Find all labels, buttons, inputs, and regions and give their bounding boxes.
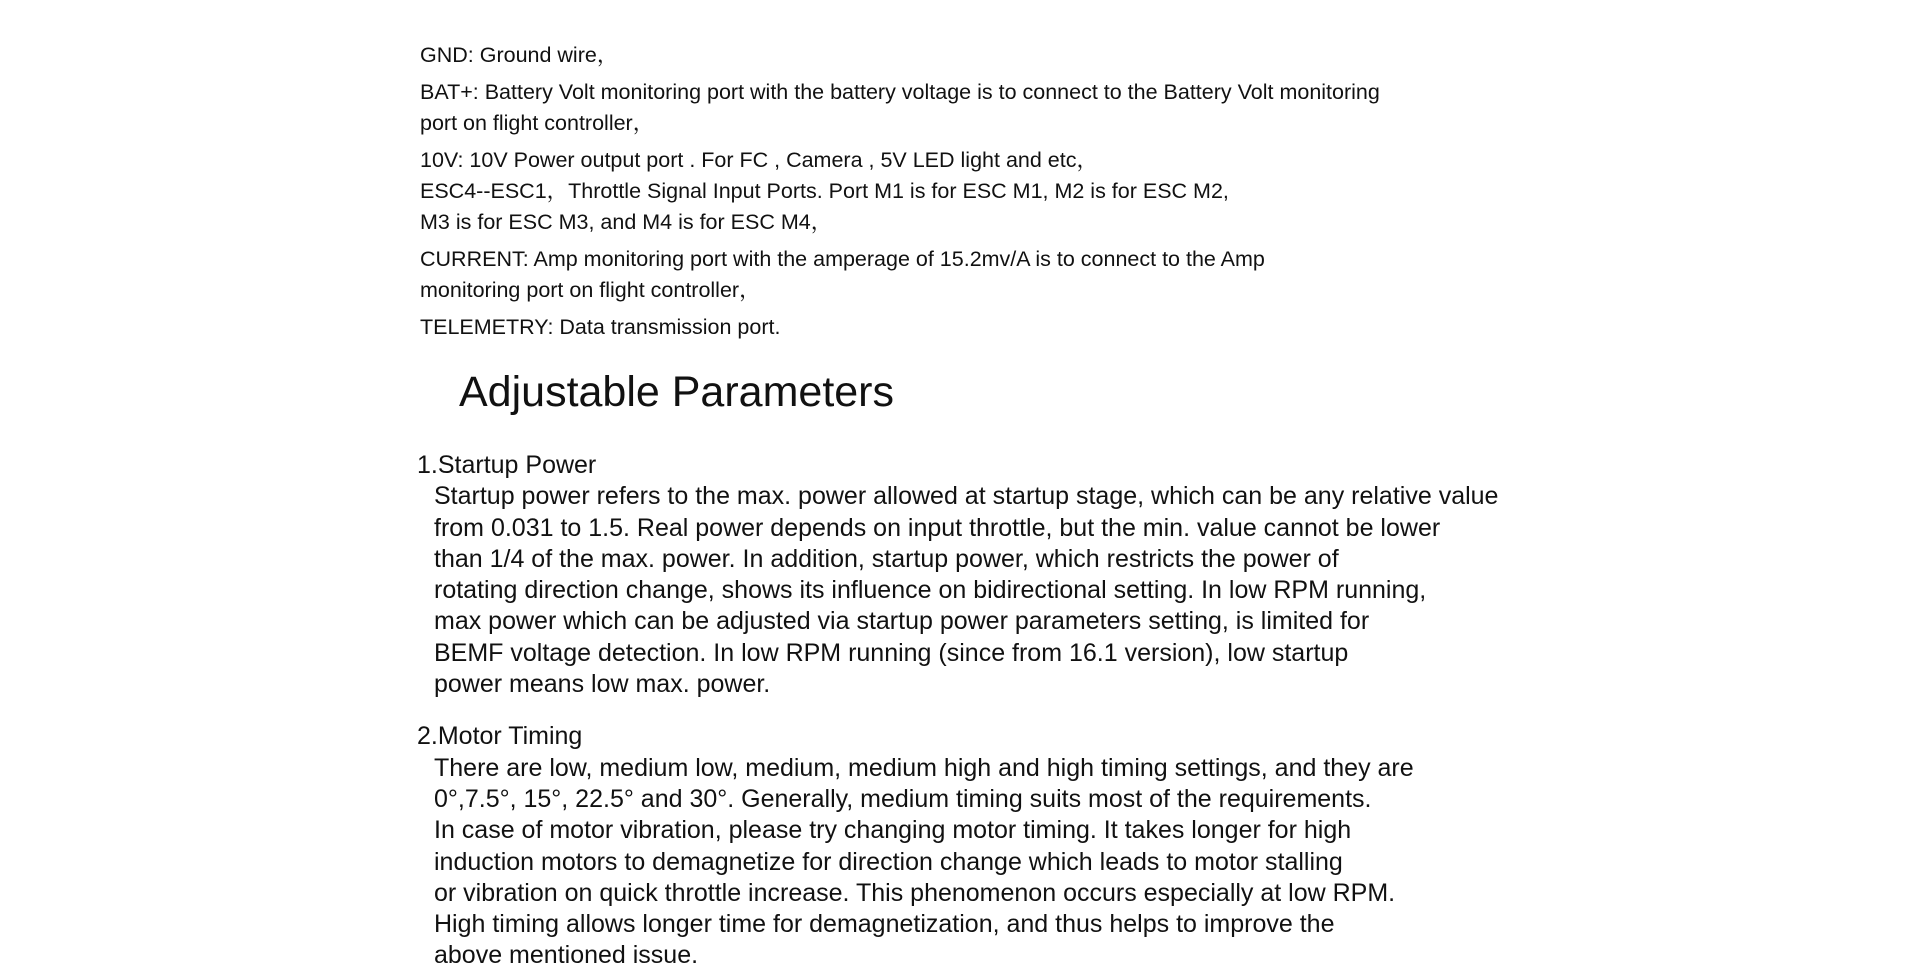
port-line: port on flight controller，: [420, 111, 655, 135]
parameter-line: BEMF voltage detection. In low RPM running (since from 16.1 version), low startup: [434, 638, 1349, 667]
parameter-title: 2.Motor Timing: [417, 722, 583, 751]
port-descriptions: [420, 40, 1420, 349]
parameter-line: rotating direction change, shows its influence on bidirectional setting. In low RPM running,: [434, 576, 1427, 605]
port-entry-10v-esc: [420, 145, 1420, 238]
port-line: 10V: 10V Power output port . For FC , Camera , 5V LED light and etc，: [420, 148, 1098, 172]
parameter-description: [417, 753, 1517, 972]
port-entry-telemetry: [420, 312, 1420, 343]
port-entry-gnd: [420, 40, 1420, 71]
port-entry-current: [420, 244, 1420, 306]
port-line: CURRENT: Amp monitoring port with the amperage of 15.2mv/A is to connect to the Amp: [420, 247, 1265, 271]
parameter-line: max power which can be adjusted via startup power parameters setting, is limited for: [434, 607, 1370, 636]
parameter-line: above mentioned issue.: [434, 941, 699, 970]
parameter-line: There are low, medium low, medium, medium high and high timing settings, and they are: [434, 753, 1414, 782]
parameter-line: 0°,7.5°, 15°, 22.5° and 30°. Generally, medium timing suits most of the requirements.: [434, 784, 1372, 813]
parameter-motor-timing: [417, 721, 1517, 971]
parameter-line: induction motors to demagnetize for direction change which leads to motor stalling: [434, 847, 1343, 876]
port-line: M3 is for ESC M3, and M4 is for ESC M4，: [420, 210, 833, 234]
parameter-line: from 0.031 to 1.5. Real power depends on input throttle, but the min. value cannot be lower: [434, 513, 1441, 542]
parameter-list: [417, 450, 1517, 975]
parameter-description: [417, 481, 1517, 700]
parameter-title: 1.Startup Power: [417, 451, 597, 479]
port-line: monitoring port on flight controller，: [420, 278, 761, 302]
port-line: TELEMETRY: Data transmission port.: [420, 315, 781, 339]
parameter-line: Startup power refers to the max. power allowed at startup stage, which can be any relative value: [434, 482, 1499, 511]
parameter-line: than 1/4 of the max. power. In addition, startup power, which restricts the power of: [434, 544, 1339, 573]
parameter-line: High timing allows longer time for demagnetization, and thus helps to improve the: [434, 910, 1335, 939]
port-line: BAT+: Battery Volt monitoring port with the battery voltage is to connect to the Battery Volt monitoring: [420, 80, 1380, 104]
port-entry-bat: [420, 77, 1420, 139]
port-line: GND: Ground wire，: [420, 43, 619, 67]
parameter-line: In case of motor vibration, please try changing motor timing. It takes longer for high: [434, 816, 1352, 845]
section-title: Adjustable Parameters: [459, 368, 894, 416]
parameter-line: power means low max. power.: [434, 670, 771, 699]
port-line: ESC4--ESC1，Throttle Signal Input Ports. Port M1 is for ESC M1, M2 is for ESC M2,: [420, 179, 1229, 203]
parameter-startup-power: [417, 450, 1517, 700]
parameter-line: or vibration on quick throttle increase. This phenomenon occurs especially at low RPM.: [434, 878, 1396, 907]
